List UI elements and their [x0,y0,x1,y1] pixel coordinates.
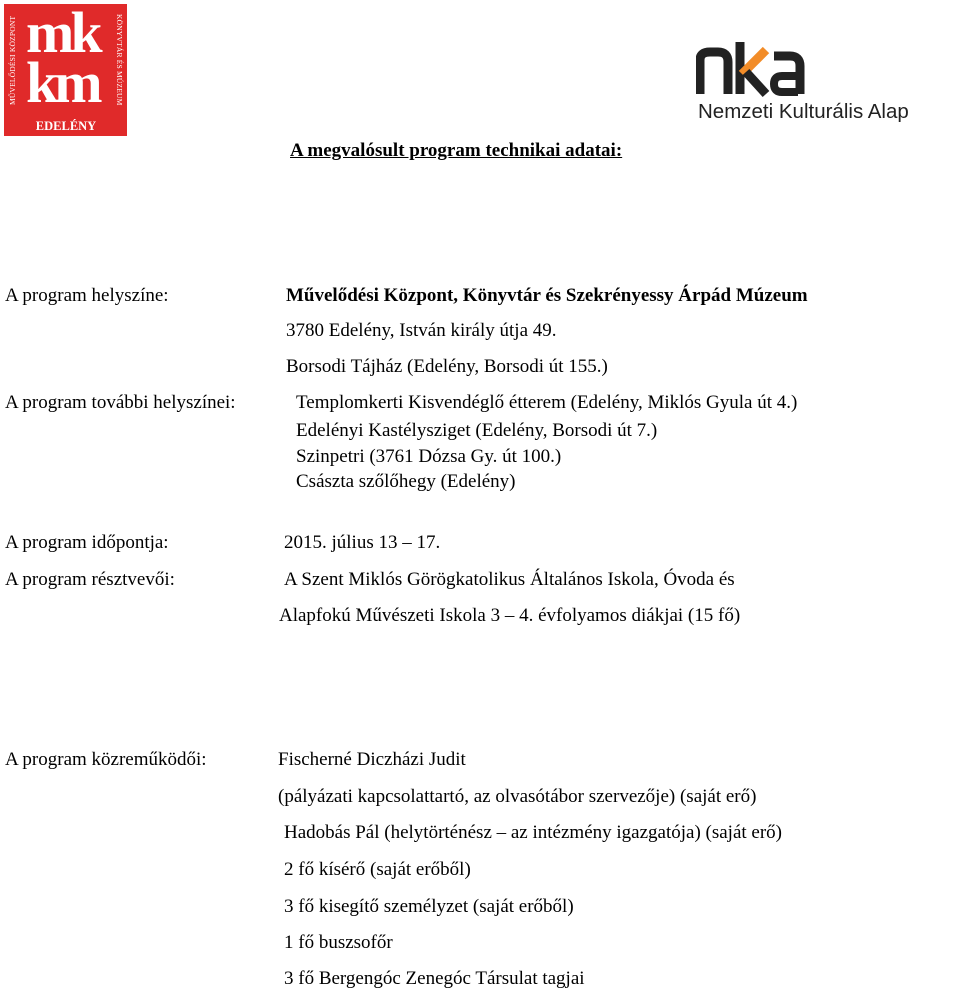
mkkm-logo-letters [26,0,108,115]
nka-logo-mark-icon [696,40,806,98]
mkkm-logo-letters-bottom: km [26,50,99,115]
nka-logo-tagline: Nemzeti Kulturális Alap [698,100,909,123]
resztvevoi-line: Alapfokú Művészeti Iskola 3 – 4. évfolyamos diákjai (15 fő) [279,605,741,626]
helyszine-label: A program helyszíne: [5,285,169,306]
tovabbi-line: Császta szőlőhegy (Edelény) [296,471,516,492]
helyszine-line: Borsodi Tájház (Edelény, Borsodi út 155.) [286,356,608,377]
tovabbi-label: A program további helyszínei: [5,392,236,413]
nka-logo [696,40,958,126]
helyszine-line: Művelődési Központ, Könyvtár és Szekrényessy Árpád Múzeum [286,285,808,306]
mkkm-logo-letters-top: mk [26,0,99,65]
idopontja-value: 2015. július 13 – 17. [284,532,441,553]
kozremukodoi-line: Hadobás Pál (helytörténész – az intézmény igazgatója) (saját erő) [284,822,783,843]
idopontja-label: A program időpontja: [5,532,169,553]
mkkm-logo-side-text-left: MŰVELŐDÉSI KÖZPONT [8,15,17,105]
page-title: A megvalósult program technikai adatai: [290,140,623,161]
tovabbi-line: Szinpetri (3761 Dózsa Gy. út 100.) [296,446,562,467]
resztvevoi-line: A Szent Miklós Görögkatolikus Általános Iskola, Óvoda és [284,569,735,590]
kozremukodoi-line: 3 fő kisegítő személyzet (saját erőből) [284,896,574,917]
kozremukodoi-line: Fischerné Diczházi Judit [278,749,466,770]
kozremukodoi-line: 2 fő kísérő (saját erőből) [284,859,471,880]
mkkm-logo-side-text-right: KÖNYVTÁR ÉS MÚZEUM [115,14,124,106]
mkkm-logo-city: EDELÉNY [35,119,97,133]
helyszine-line: 3780 Edelény, István király útja 49. [286,320,557,341]
kozremukodoi-line: (pályázati kapcsolattartó, az olvasótábor szervezője) (saját erő) [278,786,757,807]
mkkm-logo [4,0,127,136]
tovabbi-line: Edelényi Kastélysziget (Edelény, Borsodi út 7.) [296,420,658,441]
kozremukodoi-line: 3 fő Bergengóc Zenegóc Társulat tagjai [284,968,585,989]
kozremukodoi-line: 1 fő buszsofőr [284,932,393,953]
tovabbi-line: Templomkerti Kisvendéglő étterem (Edelény, Miklós Gyula út 4.) [296,392,798,413]
resztvevoi-label: A program résztvevői: [5,569,175,590]
kozremukodoi-label: A program közreműködői: [5,749,207,770]
